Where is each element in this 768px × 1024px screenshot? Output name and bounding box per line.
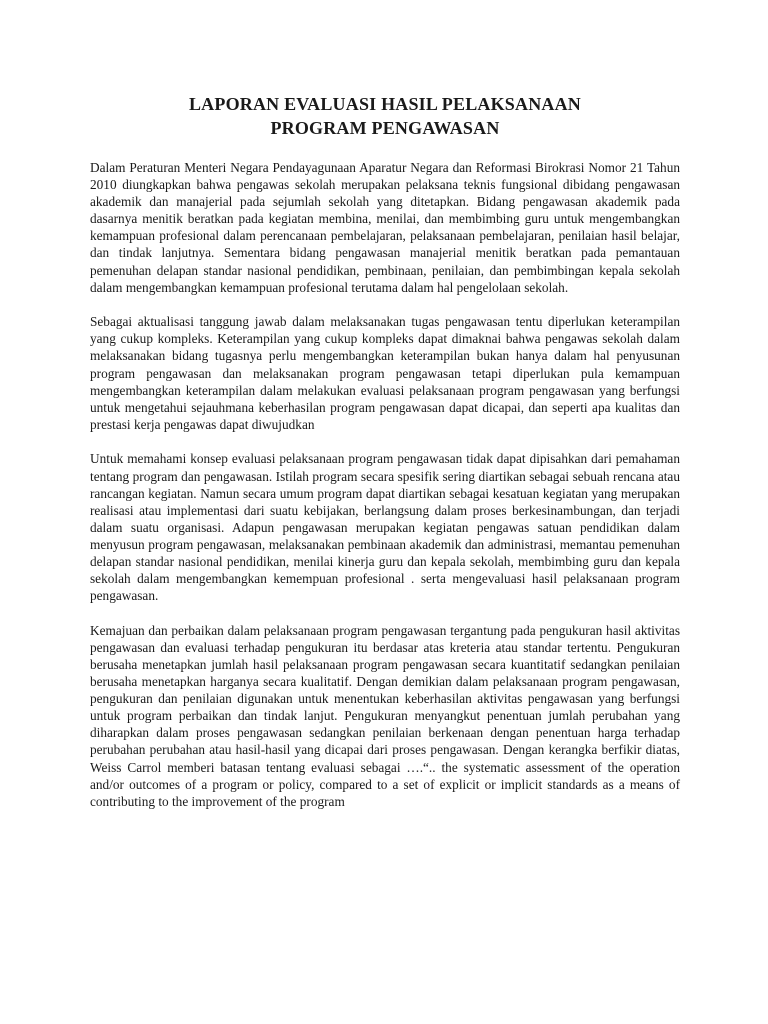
paragraph-4: Kemajuan dan perbaikan dalam pelaksanaan program pengawasan tergantung pada pengukuran hasil aktivitas pengawasan dan evaluasi terhadap pengukuran itu berdasar atas kreteria atau standar tertentu. Pengukuran berusaha menetapkan jumlah hasil pelaksanaan program pengawasan secara kuantitatif sedangkan penilaian berusaha menetapkan harganya secara kualitatif. Dengan demikian dalam pelaksanaan program pengawasan, pengukuran dan penilaian digunakan untuk menentukan keberhasilan aktivitas pengawasan yang berfungsi untuk program perbaikan dan tindak lanjut. Pengukuran menyangkut penentuan jumlah perubahan yang diharapkan dalam proses pengawasan sedangkan penilaian berkenaan dengan penentuan harga terhadap perubahan perubahan atau hasil-hasil yang dicapai dari proses pengawasan. Dengan kerangka berfikir diatas, Weiss Carrol memberi batasan tentang evaluasi sebagai ….“.. the systematic assessment of the operation and/or outcomes of a program or policy, compared to a set of explicit or implicit standards as a means of contributing to the improvement of the program — [90, 622, 680, 809]
document-title — [90, 92, 680, 140]
paragraph-2: Sebagai aktualisasi tanggung jawab dalam melaksanakan tugas pengawasan tentu diperlukan keterampilan yang cukup kompleks. Keterampilan yang cukup kompleks dapat dimaknai bahwa pengawas sekolah dalam melaksanakan bidang tugasnya perlu mengembangkan keterampilan bukan hanya dalam hal penyusunan program pengawasan dan melaksanakan program pengawasan tetapi diperlukan pula kemampuan mengembangkan keterampilan dalam melakukan evaluasi pelaksanaan program pengawasan yang berfungsi untuk mengetahui sejauhmana keberhasilan program pengawasan dapat dicapai, dan seperti apa kualitas dan prestasi kerja pengawas dapat diwujudkan — [90, 314, 680, 432]
paragraph-3: Untuk memahami konsep evaluasi pelaksanaan program pengawasan tidak dapat dipisahkan dari pemahaman tentang program dan pengawasan. Istilah program secara spesifik sering diartikan sebagai sebuah rencana atau rancangan kegiatan. Namun secara umum program dapat diartikan sebagai kesatuan kegiatan yang merupakan realisasi atau implementasi dari suatu kebijakan, berlangsung dalam proses berkesinambungan, dan terjadi dalam suatu organisasi. Adapun pengawasan merupakan kegiatan pengawas satuan pendidikan dalam menyusun program pengawasan, melaksanakan pembinaan akademik dan administrasi, memantau pemenuhan delapan standar nasional pendidikan, menilai kinerja guru dan kepala sekolah, membimbing guru dan kepala sekolah dalam mengembangkan kemempuan profesional . serta mengevaluasi hasil pelaksanaan program pengawasan. — [90, 451, 680, 604]
title-line-1: LAPORAN EVALUASI HASIL PELAKSANAAN — [188, 94, 582, 114]
paragraph-1: Dalam Peraturan Menteri Negara Pendayagunaan Aparatur Negara dan Reformasi Birokrasi Nomor 21 Tahun 2010 diungkapkan bahwa pengawas sekolah merupakan pelaksana teknis fungsional dibidang pengawasan akademik dan manajerial pada sejumlah sekolah yang ditetapkan. Bidang pengawasan akademik pada dasarnya menitik beratkan pada kegiatan membina, menilai, dan membimbing guru untuk mengembangkan kemampuan profesional dalam perencanaan pembelajaran, pelaksanaan pembelajaran, penilaian hasil belajar, dan tindak lanjutnya. Sementara bidang pengawasan manajerial menitik beratkan pada pemantauan pemenuhan delapan standar nasional pendidikan, pembinaan, penilaian, dan pembimbingan kepala sekolah dalam mengembangkan kemampuan profesional terutama dalam hal pengelolaan sekolah. — [90, 160, 680, 295]
title-line-2: PROGRAM PENGAWASAN — [270, 118, 500, 138]
